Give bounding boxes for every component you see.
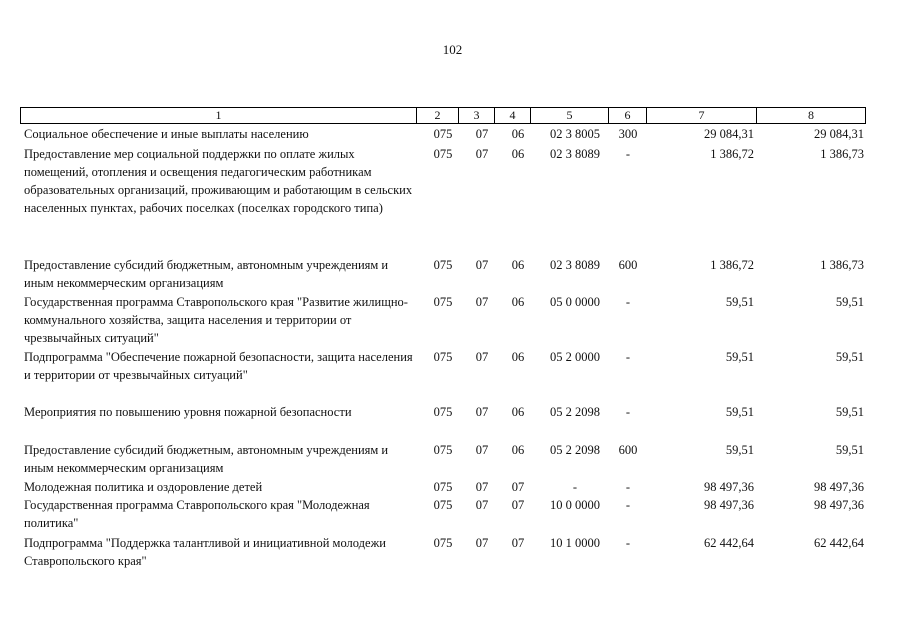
row-col-7: 1 386,72 (710, 147, 754, 161)
row-col-7: 59,51 (725, 350, 754, 364)
row-col-8: 29 084,31 (814, 127, 864, 141)
row-col-8: 98 497,36 (814, 498, 864, 512)
row-col-8: 1 386,73 (820, 147, 864, 161)
row-col-8: 98 497,36 (814, 480, 864, 494)
row-col-2: 075 (433, 405, 453, 419)
row-name: Подпрограмма "Поддержка талантливой и инициативной молодежи Ставропольского края" (24, 536, 386, 568)
row-col-6: - (625, 147, 631, 161)
row-col-6: - (625, 295, 631, 309)
row-col-3: 07 (475, 405, 489, 419)
row-col-5: 05 2 2098 (550, 443, 600, 457)
row-name: Предоставление мер социальной поддержки по оплате жилых помещений, отопления и освещения педагогическим работникам образовательных организаций, проживающим и работающим в сельских населенных пунктах, рабочих поселках (поселках городского типа) (24, 147, 413, 215)
row-col-2: 075 (433, 147, 453, 161)
row-col-5: 02 3 8089 (550, 258, 600, 272)
row-col-8: 1 386,73 (820, 258, 864, 272)
row-col-2: 075 (433, 295, 453, 309)
row-col-7: 59,51 (725, 443, 754, 457)
column-header-2: 2 (417, 108, 459, 124)
row-col-5: 10 1 0000 (550, 536, 600, 550)
row-col-3: 07 (475, 536, 489, 550)
row-col-6: - (625, 498, 631, 512)
row-col-2: 075 (433, 350, 453, 364)
row-col-7: 98 497,36 (704, 480, 754, 494)
row-col-2: 075 (433, 258, 453, 272)
row-col-3: 07 (475, 480, 489, 494)
row-col-7: 29 084,31 (704, 127, 754, 141)
row-col-5: 10 0 0000 (550, 498, 600, 512)
column-header-1: 1 (21, 108, 417, 124)
row-col-4: 06 (511, 443, 525, 457)
column-header-4: 4 (495, 108, 531, 124)
row-name: Государственная программа Ставропольского края "Развитие жилищно-коммунального хозяйства, защита населения и территории от чрезвычайных ситуаций" (24, 295, 408, 345)
row-col-2: 075 (433, 480, 453, 494)
column-header-8: 8 (757, 108, 866, 124)
row-col-4: 06 (511, 258, 525, 272)
column-header-table (20, 107, 866, 124)
row-col-5: 02 3 8005 (550, 127, 600, 141)
row-col-5: - (572, 480, 578, 494)
row-col-3: 07 (475, 443, 489, 457)
row-name: Государственная программа Ставропольского края "Молодежная политика" (24, 498, 370, 530)
row-col-3: 07 (475, 350, 489, 364)
row-col-4: 06 (511, 295, 525, 309)
column-header-5: 5 (531, 108, 609, 124)
row-col-5: 05 0 0000 (550, 295, 600, 309)
row-col-3: 07 (475, 295, 489, 309)
row-col-2: 075 (433, 498, 453, 512)
row-col-8: 62 442,64 (814, 536, 864, 550)
row-col-2: 075 (433, 443, 453, 457)
column-header-row (21, 108, 866, 124)
row-col-4: 06 (511, 147, 525, 161)
row-name: Молодежная политика и оздоровление детей (24, 480, 263, 494)
row-col-3: 07 (475, 127, 489, 141)
row-col-3: 07 (475, 147, 489, 161)
row-col-7: 1 386,72 (710, 258, 754, 272)
row-name: Подпрограмма "Обеспечение пожарной безопасности, защита населения и территории от чрезвычайных ситуаций" (24, 350, 413, 382)
row-col-6: - (625, 536, 631, 550)
row-col-8: 59,51 (835, 350, 864, 364)
row-col-2: 075 (433, 536, 453, 550)
row-col-5: 05 2 0000 (550, 350, 600, 364)
row-name: Социальное обеспечение и иные выплаты населению (24, 127, 309, 141)
row-col-8: 59,51 (835, 405, 864, 419)
row-name: Предоставление субсидий бюджетным, автономным учреждениям и иным некоммерческим организациям (24, 258, 389, 290)
row-col-2: 075 (433, 127, 453, 141)
row-col-4: 07 (511, 498, 525, 512)
row-col-7: 59,51 (725, 295, 754, 309)
row-col-6: 300 (618, 127, 638, 141)
row-name: Мероприятия по повышению уровня пожарной безопасности (24, 405, 352, 419)
row-col-7: 62 442,64 (704, 536, 754, 550)
row-col-7: 59,51 (725, 405, 754, 419)
row-col-5: 05 2 2098 (550, 405, 600, 419)
row-col-3: 07 (475, 258, 489, 272)
row-col-4: 07 (511, 536, 525, 550)
row-col-7: 98 497,36 (704, 498, 754, 512)
row-col-3: 07 (475, 498, 489, 512)
row-col-6: - (625, 350, 631, 364)
row-col-4: 06 (511, 350, 525, 364)
row-col-6: 600 (618, 258, 638, 272)
column-header-3: 3 (459, 108, 495, 124)
row-col-8: 59,51 (835, 443, 864, 457)
page-number: 102 (442, 42, 463, 57)
row-name: Предоставление субсидий бюджетным, автономным учреждениям и иным некоммерческим организациям (24, 443, 389, 475)
row-col-6: - (625, 480, 631, 494)
row-col-4: 07 (511, 480, 525, 494)
column-header-6: 6 (609, 108, 647, 124)
row-col-4: 06 (511, 127, 525, 141)
row-col-5: 02 3 8089 (550, 147, 600, 161)
row-col-6: - (625, 405, 631, 419)
row-col-8: 59,51 (835, 295, 864, 309)
column-header-7: 7 (647, 108, 757, 124)
row-col-4: 06 (511, 405, 525, 419)
row-col-6: 600 (618, 443, 638, 457)
